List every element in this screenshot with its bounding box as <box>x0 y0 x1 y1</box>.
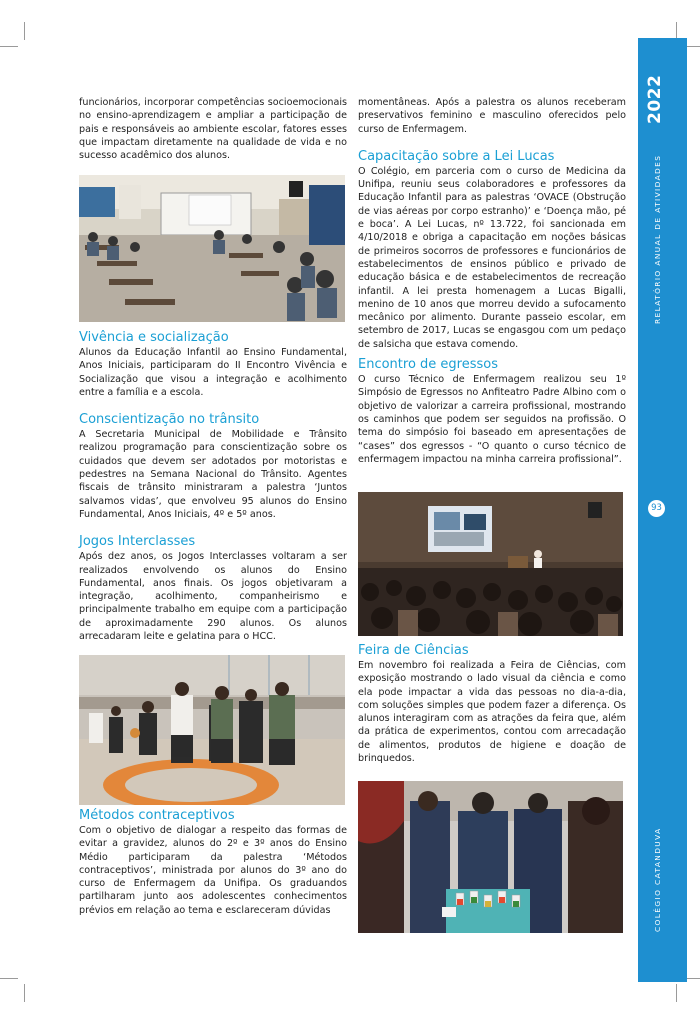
feira-section <box>358 643 626 765</box>
auditorium-photo <box>358 492 623 636</box>
section-title: Feira de Ciências <box>358 643 469 658</box>
crop-mark <box>24 22 25 40</box>
crop-mark <box>676 984 677 1002</box>
page-number: 93 <box>648 500 665 517</box>
section-text: O Colégio, em parceria com o curso de Medicina da Unifipa, reuniu seus colaboradores e professores da Educação Infantil para as palestras ‘OVACE (Obstrução de vias aéreas por corpo estranho)’ e ‘Doença mão, pé e boca’. A Lei Lucas, nº 13.722, foi sancionada em 4/10/2018 e obriga a capacitação em noções básicas de primeiros socorros de professores e funcionários de estabelecimentos de ensinos público e privado de educação básica e de estabelecimentos de recreação infantil. A lei presta homenagem a Lucas Bigalli, menino de 10 anos que morreu devido a sufocamento mecânico por alimento. Durante passeio escolar, em setembro de 2017, Lucas se engasgou com um pedaço de salsicha que estava comendo. <box>358 165 626 350</box>
section-text: Em novembro foi realizada a Feira de Ciências, com exposição mostrando o lado visual da ciência e como ela pode impactar a vida das pessoas no dia-a-dia, com soluções simples que podem fazer a diferença. Os alunos interagiram com as atrações da feira que, além da prática de experimentos, contou com arrecadação de alimentos, produtos de higiene e doação de brinquedos. <box>358 660 626 765</box>
crop-mark <box>0 978 18 979</box>
section-text: Com o objetivo de dialogar a respeito das formas de evitar a gravidez, alunos do 2º e 3º anos do Ensino Médio participaram da palestra ‘Métodos contraceptivos’, ministrada por alunos do 3º ano do curso de Enfermagem da Unifipa. Os graduandos partilharam junto aos adolescentes conhecimentos prévios em relação ao tema e esclareceram dúvidas <box>79 825 347 916</box>
section-title: Jogos Interclasses <box>79 534 196 550</box>
report-title: RELATÓRIO ANUAL DE ATIVIDADES <box>653 154 662 324</box>
sports-photo <box>79 655 345 805</box>
section-title: Métodos contraceptivos <box>79 808 235 823</box>
crop-mark <box>24 984 25 1002</box>
right-intro-text: momentâneas. Após a palestra os alunos receberam preservativos feminino e masculino oferecidos pelo curso de Enfermagem. <box>358 97 626 135</box>
section-text: A Secretaria Municipal de Mobilidade e Trânsito realizou programação para conscientização sobre os cuidados que devem ser adotados por motoristas e pedestres na Semana Nacional do Trânsito. Agentes fiscais de trânsito ministraram a palestra ‘Juntos salvamos vidas’, que envolveu 95 alunos do Ensino Fundamental, Anos Iniciais, 4º e 5º anos. <box>79 429 347 520</box>
section-text: Alunos da Educação Infantil ao Ensino Fundamental, Anos Iniciais, participaram do II Encontro Vivência e Socialização que visou a integração e acolhimento entre a família e a escola. <box>79 347 347 398</box>
school-name: COLÉGIO CATANDUVA <box>653 827 662 932</box>
section-title: Conscientização no trânsito <box>79 412 260 428</box>
left-column <box>79 96 347 162</box>
vivencia-section <box>79 330 347 643</box>
left-intro-text: funcionários, incorporar competências socioemocionais no ensino-aprendizagem e ampliar a participação de pais e responsáveis ao ambiente escolar, fatores esses que impactam diretamente na qualidade de vida e no sucesso acadêmico dos alunos. <box>79 97 347 162</box>
section-text: Após dez anos, os Jogos Interclasses voltaram a ser realizados envolvendo os alunos do Ensino Fundamental, anos finais. Os jogos objetivaram a integração, acolhimento, companheirismo e principalmente trabalho em equipe com a participação de aproximadamente 290 alunos. Os alunos arrecadaram leite e gelatina para o HCC. <box>79 551 347 643</box>
section-title: Encontro de egressos <box>358 357 498 373</box>
crop-mark <box>0 46 18 47</box>
section-title: Vivência e socialização <box>79 330 229 345</box>
right-column <box>358 96 626 466</box>
metodos-section <box>79 808 347 917</box>
section-title: Capacitação sobre a Lei Lucas <box>358 148 555 164</box>
classroom-photo <box>79 175 345 322</box>
science-fair-photo <box>358 781 623 933</box>
year-label <box>638 74 687 124</box>
year-text: 2022 <box>645 74 665 124</box>
section-text: O curso Técnico de Enfermagem realizou seu 1º Simpósio de Egressos no Anfiteatro Padre Albino com o objetivo de valorizar a carreira profissional, mostrando os caminhos que podem ser seguidos na profissão. O tema do simpósio foi baseado em apresentações de “cases” dos egressos - “O quanto o curso técnico de enfermagem impactou na minha carreira profissional”. <box>358 374 626 465</box>
